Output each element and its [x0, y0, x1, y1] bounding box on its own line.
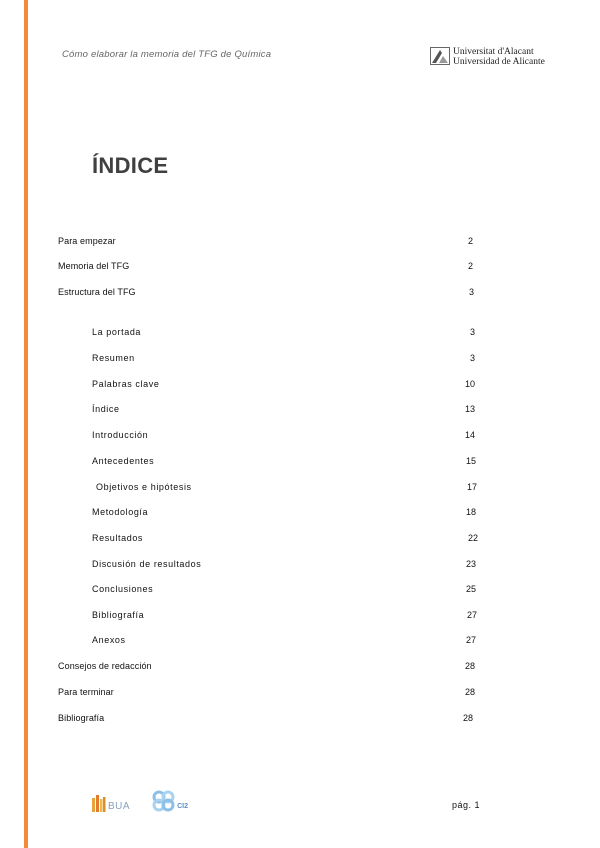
- toc-item[interactable]: [58, 259, 478, 273]
- toc-subitem[interactable]: [92, 351, 478, 365]
- toc-item-label: Consejos de redacción: [58, 661, 152, 671]
- toc-item-page: 28: [465, 687, 476, 697]
- toc-subitem[interactable]: [92, 325, 478, 339]
- toc-subitem[interactable]: [92, 608, 478, 622]
- toc-subitem-label: Metodología: [92, 507, 149, 517]
- toc-subitem-label: Discusión de resultados: [92, 559, 202, 569]
- toc-subitem-label: Palabras clave: [92, 379, 160, 389]
- toc-subitem[interactable]: [92, 633, 478, 647]
- toc-item[interactable]: [58, 711, 478, 725]
- page-number: pág. 1: [452, 800, 481, 810]
- toc-subitem-page: 14: [465, 430, 476, 440]
- university-name: [453, 47, 545, 67]
- ci2-logo-text: CI2: [177, 803, 188, 810]
- toc-subitem-label: Bibliografía: [92, 610, 145, 620]
- toc-item[interactable]: [58, 659, 478, 673]
- toc-item-label: Memoria del TFG: [58, 261, 130, 271]
- toc-subitem-page: 23: [466, 559, 477, 569]
- ci2-emblem-icon: [152, 790, 176, 812]
- university-name-valencian: Universitat d'Alacant: [453, 47, 534, 57]
- toc-subitem[interactable]: [92, 582, 478, 596]
- toc-item-page: 28: [463, 713, 474, 723]
- toc-subitem-page: 22: [468, 533, 479, 543]
- toc-subitem-page: 17: [467, 482, 478, 492]
- toc-subitem[interactable]: [92, 531, 478, 545]
- toc-subitem-page: 27: [466, 635, 477, 645]
- toc-subitem[interactable]: [92, 377, 478, 391]
- toc-subitem-page: 13: [465, 404, 476, 414]
- page-title: ÍNDICE: [92, 153, 169, 178]
- document-header-title: Cómo elaborar la memoria del TFG de Química: [62, 49, 272, 60]
- toc-subitem-page: 3: [470, 353, 476, 363]
- toc-item[interactable]: [58, 685, 478, 699]
- toc-item-page: 3: [469, 287, 475, 297]
- toc-item-page: 2: [468, 261, 474, 271]
- toc-item-label: Para terminar: [58, 687, 114, 697]
- toc-subitem-label: Antecedentes: [92, 456, 155, 466]
- toc-subitem-label: La portada: [92, 327, 142, 337]
- toc-item-label: Para empezar: [58, 236, 116, 246]
- toc-subitem[interactable]: [92, 557, 478, 571]
- toc-item-page: 2: [468, 236, 474, 246]
- toc-subitem-label: Anexos: [92, 635, 126, 645]
- toc-subitem-page: 18: [466, 507, 477, 517]
- bua-logo: [92, 794, 130, 812]
- toc-subitem-label: Índice: [92, 404, 120, 414]
- toc-subitem-label: Introducción: [92, 430, 149, 440]
- ci2-logo: [152, 790, 188, 812]
- footer-logos: [92, 790, 188, 812]
- toc-item-label: Estructura del TFG: [58, 287, 136, 297]
- toc-item-label: Bibliografía: [58, 713, 105, 723]
- toc-subitem-label: Resumen: [92, 353, 135, 363]
- toc-subitem-label: Conclusiones: [92, 584, 154, 594]
- toc-subitem[interactable]: [92, 454, 478, 468]
- toc-item-page: 28: [465, 661, 476, 671]
- toc-subitem-label: Resultados: [92, 533, 144, 543]
- toc-subitem-page: 3: [470, 327, 476, 337]
- toc-subitem-label: Objetivos e hipótesis: [96, 482, 192, 492]
- toc-subitem[interactable]: [92, 428, 478, 442]
- toc-item[interactable]: [58, 234, 478, 248]
- toc-subitem-page: 25: [466, 584, 477, 594]
- books-icon: [92, 794, 106, 812]
- bua-logo-text: BUA: [108, 801, 131, 812]
- university-logo: [430, 47, 545, 67]
- left-accent-bar: [24, 0, 28, 848]
- university-name-spanish: Universidad de Alicante: [453, 57, 545, 67]
- toc-subitem[interactable]: [96, 480, 478, 494]
- toc-item[interactable]: [58, 285, 478, 299]
- toc-subitem[interactable]: [92, 402, 478, 416]
- toc-subitem-page: 10: [465, 379, 476, 389]
- toc-subitem[interactable]: [92, 505, 478, 519]
- toc-subitem-page: 15: [466, 456, 477, 466]
- university-emblem-icon: [430, 47, 450, 65]
- toc-subitem-page: 27: [467, 610, 478, 620]
